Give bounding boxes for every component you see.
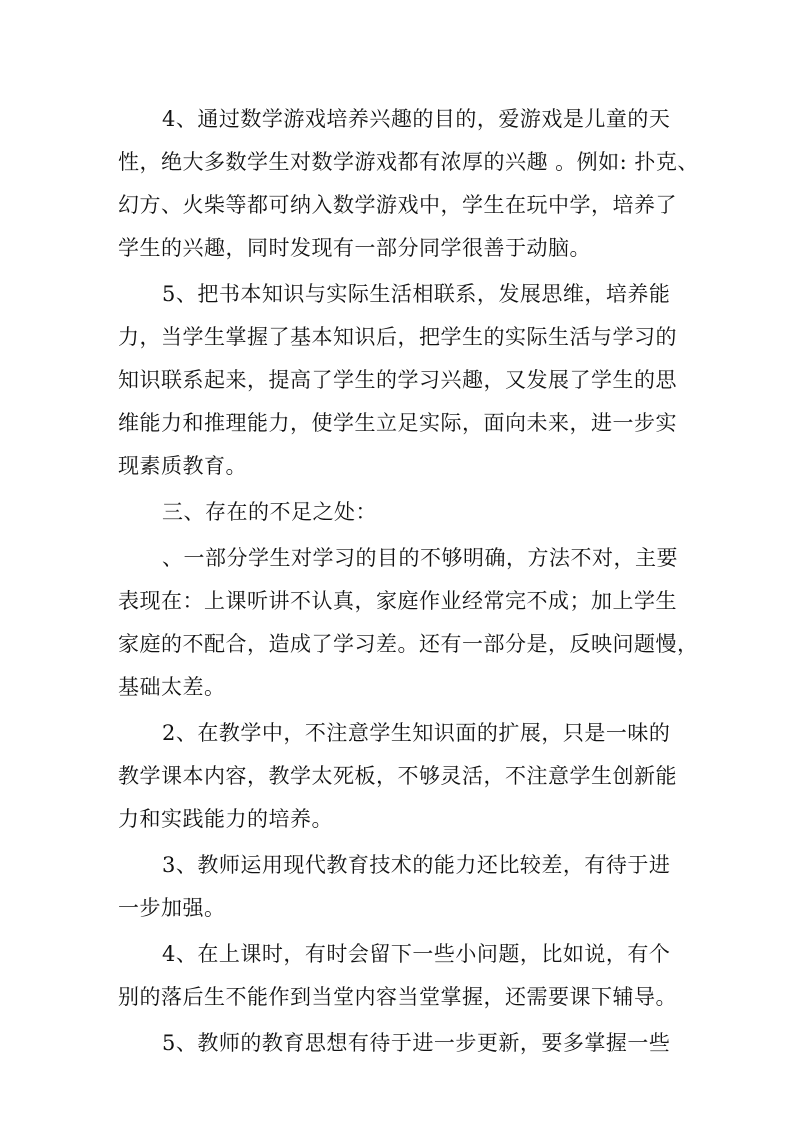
paragraph-line: 维能力和推理能力，使学生立足实际，面向未来，进一步实: [118, 411, 677, 435]
paragraph-line: 力，当学生掌握了基本知识后，把学生的实际生活与学习的: [118, 325, 677, 349]
paragraph-line: 5、教师的教育思想有待于进一步更新，要多掌握一些: [162, 1031, 671, 1055]
section-heading: 三、存在的不足之处：: [162, 500, 377, 524]
paragraph-line: 表现在：上课听讲不认真，家庭作业经常完不成；加上学生: [118, 589, 677, 613]
paragraph-line: 基础太差。: [118, 675, 226, 699]
paragraph-line: 4、通过数学游戏培养兴趣的目的，爱游戏是儿童的天: [162, 107, 671, 131]
paragraph-line: 力和实践能力的培养。: [118, 807, 333, 831]
paragraph-line: 家庭的不配合，造成了学习差。还有一部分是，反映问题慢，: [118, 632, 699, 656]
paragraph-line: 教学课本内容，教学太死板，不够灵活，不注意学生创新能: [118, 764, 677, 788]
paragraph-line: 知识联系起来，提高了学生的学习兴趣，又发展了学生的思: [118, 368, 677, 392]
paragraph-link-to-real-life: [118, 273, 678, 488]
paragraph-line: 幻方、火柴等都可纳入数学游戏中，学生在玩中学，培养了: [118, 193, 677, 217]
section-heading-shortcomings: [118, 491, 678, 534]
paragraph-line: 、一部分学生对学习的目的不够明确，方法不对，主要: [162, 546, 678, 570]
paragraph-line: 一步加强。: [118, 896, 226, 920]
paragraph-teaching-rigid: [118, 712, 678, 841]
paragraph-line: 2、在教学中，不注意学生知识面的扩展，只是一味的: [162, 721, 671, 745]
paragraph-leftover-problems: [118, 933, 678, 1019]
paragraph-line: 学生的兴趣，同时发现有一部分同学很善于动脑。: [118, 236, 591, 260]
paragraph-unclear-goals: [118, 537, 699, 709]
paragraph-line: 4、在上课时，有时会留下一些小问题，比如说，有个: [162, 942, 671, 966]
paragraph-line: 别的落后生不能作到当堂内容当堂掌握，还需要课下辅导。: [118, 985, 677, 1009]
paragraph-line: 现素质教育。: [118, 454, 247, 478]
paragraph-line: 性，绝大多数学生对数学游戏都有浓厚的兴趣 。例如: 扑克、: [118, 150, 699, 174]
paragraph-update-thinking: [118, 1022, 678, 1065]
paragraph-technology-skills: [118, 844, 678, 930]
paragraph-interest-through-games: [118, 98, 699, 270]
paragraph-line: 3、教师运用现代教育技术的能力还比较差，有待于进: [162, 853, 671, 877]
paragraph-line: 5、把书本知识与实际生活相联系，发展思维，培养能: [162, 282, 671, 306]
document-body: [118, 98, 699, 1065]
